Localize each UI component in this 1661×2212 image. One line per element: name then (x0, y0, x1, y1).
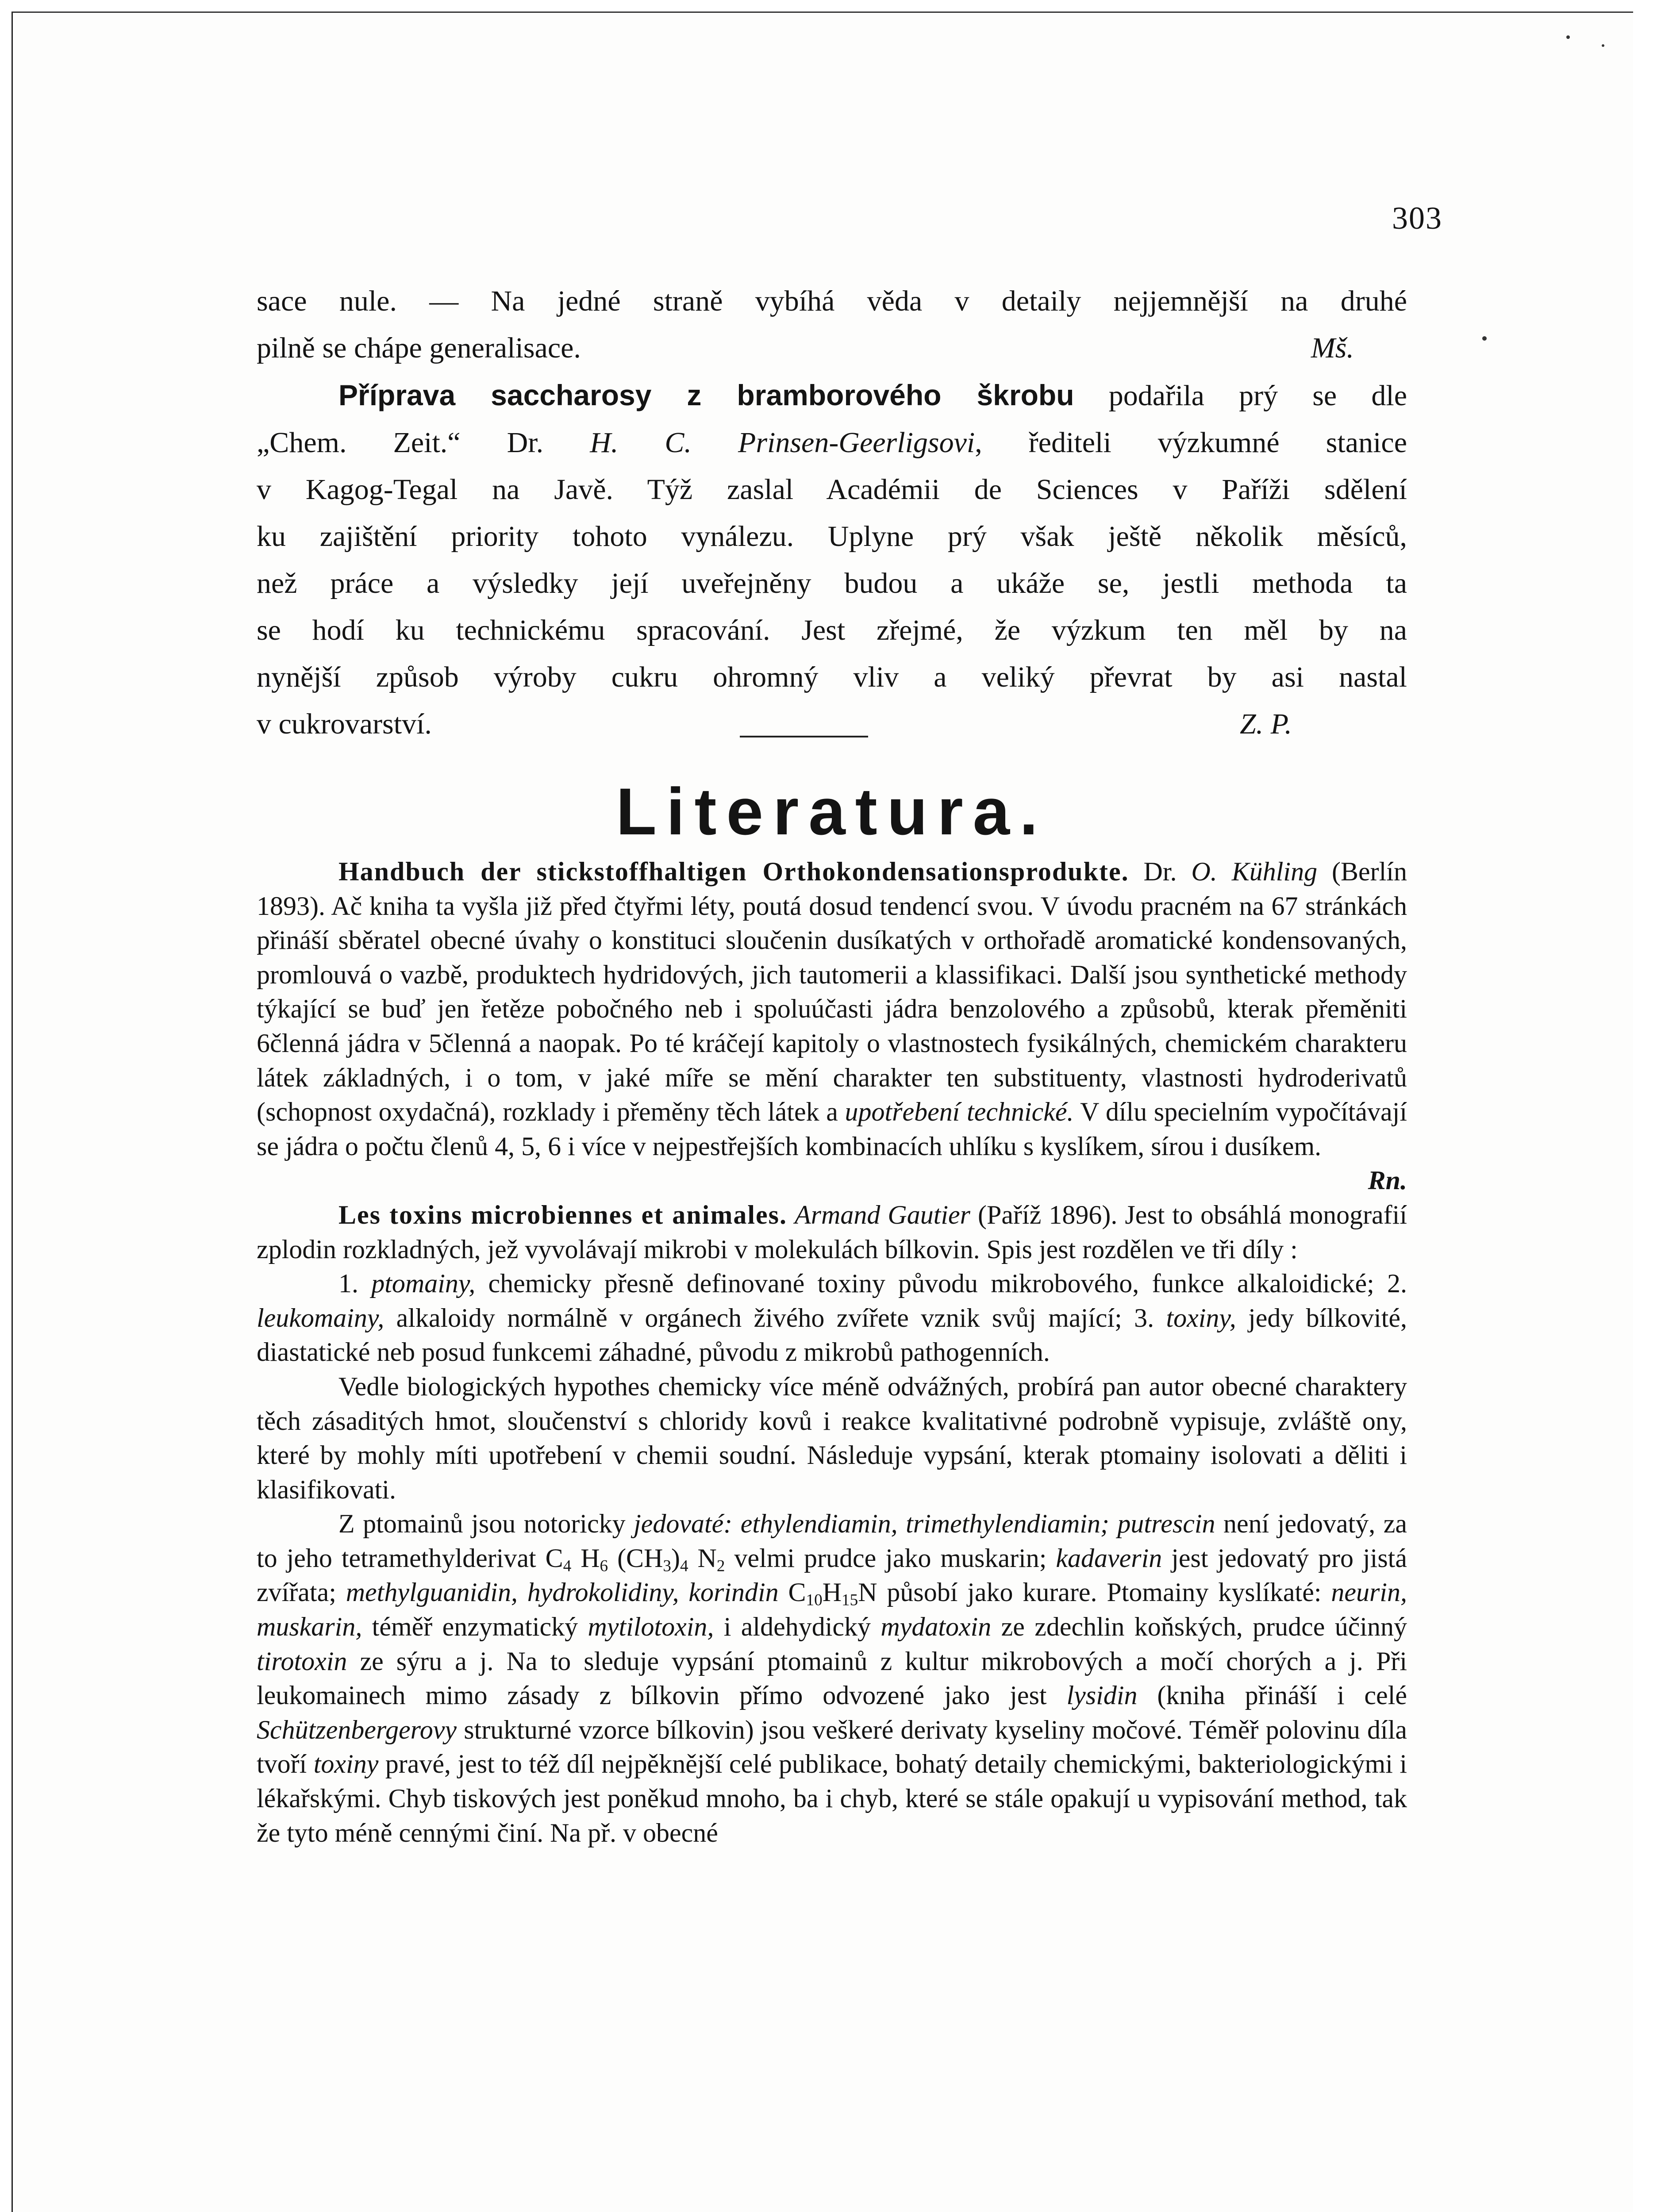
text: téměř enzymatický (362, 1612, 588, 1642)
text: H (822, 1578, 842, 1607)
emphasis: mydatoxin (880, 1612, 992, 1642)
paragraph-line: nynější způsob výroby cukru ohromný vliv a veliký převrat by asi nastal (257, 661, 1407, 693)
paragraph-line: než práce a výsledky její uveřejněny budou a ukáže se, jestli methoda ta (257, 567, 1407, 599)
text: není jedovatý, za to jeho tetramethylderivat C (257, 1509, 1407, 1573)
emphasis: jedovaté: ethylendiamin, trimethylendiamin; putrescin (634, 1509, 1215, 1539)
news-section (257, 278, 1407, 748)
emphasis: ptomainy, (371, 1269, 476, 1298)
subscript: 2 (716, 1557, 725, 1575)
emphasis: tirotoxin (257, 1646, 347, 1676)
signature: Rn. (1368, 1166, 1407, 1195)
text: , řediteli výzkumné stanice (975, 426, 1407, 459)
paragraph (257, 1267, 1407, 1370)
text: alkaloidy normálně v orgánech živého zvířete vznik svůj mající; 3. (384, 1303, 1166, 1333)
emphasis: toxiny (313, 1749, 379, 1779)
text: (Berlín 1893). Ač kniha ta vyšla již před čtyřmi léty, poutá dosud tendencí svou. V úvodu pracném na 67 stránkách přináší sběratel obecné úvahy o konstituci sloučenin dusíkatých v orthořadě aromatické kondensovaných, promlouvá o vazbě, produktech hydridových, jich tautomerii a klassifikaci. Další jsou synthetické methody týkající se buď jen řetěze pobočného neb i spoluúčasti jádra benzolového a způsobů, kterak přeměniti 6členná jádra v 5členná a naopak. Po té kráčejí kapitoly o vlastnostech fysikálných, chemickém charakteru látek základných, i o tom, v jaké míře se mění charakter ten substituenty, vlastnosti hydroderivatů (schopnost oxydačná), rozklady i přeměny těch látek a (257, 857, 1407, 1127)
separator-rule (740, 736, 868, 737)
emphasis: lysidin (1066, 1681, 1138, 1710)
literature-section (257, 855, 1407, 1850)
speck (1566, 35, 1570, 39)
text: V dílu specielním vypočítávají se jádra o počtu členů 4, 5, 6 i více v nejpestřejších kombinacích uhlíku s kyslíkem, sírou i dusíkem. (257, 1097, 1407, 1161)
text: „Chem. Zeit.“ Dr. (257, 426, 590, 459)
text: ze zdechlin koňských, prudce účinný (991, 1612, 1407, 1642)
emphasis: kadaverin (1056, 1543, 1162, 1573)
paragraph-line: ku zajištění priority tohoto vynálezu. Uplyne prý však ještě několik měsíců, (257, 520, 1407, 553)
author: Armand Gautier (795, 1200, 971, 1229)
text-line: sace nule. — Na jedné straně vybíhá věda v detaily nejjemnější na druhé (257, 285, 1407, 317)
subscript: 15 (842, 1591, 858, 1609)
emphasis: leukomainy, (257, 1303, 384, 1333)
article-title: Příprava saccharosy z bramborového škrobu (338, 379, 1074, 411)
text: chemicky přesně definované toxiny původu mikrobového, funkce alkaloidické; 2. (475, 1269, 1407, 1298)
text: (Paříž 1896). Jest to obsáhlá monografií zplodin rozkladných, jež vyvolávají mikrobi v molekulách bílkovin. Spis jest rozdělen ve tři díly : (257, 1200, 1407, 1264)
subscript: 4 (680, 1557, 688, 1575)
text: N (688, 1543, 717, 1573)
text: i aldehydický (714, 1612, 881, 1642)
book-title: Les toxins microbiennes et animales. (338, 1200, 787, 1229)
paragraph-line (257, 701, 1407, 748)
text: ) (671, 1543, 680, 1573)
text: pravé, jest to též díl nejpěknější celé publikace, bohatý detaily chemickými, bakteriologickými i lékařskými. Chyb tiskových jest poněkud mnoho, ba i chyb, které se stále opakují u vypisování method, tak že tyto méně cennými činí. Na př. v obecné (257, 1749, 1407, 1847)
review-paragraph (257, 855, 1407, 1164)
subscript: 6 (600, 1557, 608, 1575)
text: (CH (608, 1543, 663, 1573)
text: 1. (338, 1269, 372, 1298)
text: H (571, 1543, 600, 1573)
section-heading: Literatura. (616, 774, 1048, 849)
text: v cukrovarství. (257, 708, 432, 740)
text: C (778, 1578, 806, 1607)
paragraph-line (257, 372, 1407, 419)
text: strukturné vzorce bílkovin) jsou veškeré derivaty kyseliny močové. Téměř polovinu díla tvoří (257, 1715, 1407, 1779)
text: jedy bílkovité, diastatické neb posud funkcemi záhadné, původu z mikrobů pathogenních. (257, 1303, 1407, 1367)
paragraph: Vedle biologických hypothes chemicky více méně odvážných, probírá pan autor obecné charaktery těch zásaditých hmot, sloučenství s chloridy kovů i reakce kvalitativné podrobně vypisuje, zvláště ony, které by mohly míti upotřebení v chemii soudní. Následuje vypsání, kterak ptomainy isolovati a děliti i klasifikovati. (257, 1371, 1407, 1504)
emphasis: methylguanidin, hydrokolidiny, korindin (346, 1578, 779, 1607)
page-edge (1643, 0, 1661, 2212)
paragraph (257, 1507, 1407, 1850)
emphasis: upotřebení technické. (845, 1097, 1074, 1127)
text: podařila prý se dle (1074, 380, 1407, 412)
emphasis: mytilotoxin, (588, 1612, 714, 1642)
emphasis: Schützenbergerovy (257, 1715, 457, 1744)
text-line (257, 325, 1407, 372)
text: Dr. (1129, 857, 1192, 886)
text: ze sýru a j. Na to sleduje vypsání ptomainů z kultur mikrobových a močí chorých a j. Při leukomainech mimo zásady z bílkovin přímo odvozené jako jest (257, 1646, 1407, 1710)
subscript: 4 (563, 1557, 572, 1575)
subscript: 3 (663, 1557, 671, 1575)
person-name: H. C. Prinsen-Geerligsovi (590, 426, 975, 459)
text: (kniha přináší i celé (1137, 1681, 1407, 1710)
paragraph-line: se hodí ku technickému spracování. Jest zřejmé, že výzkum ten měl by na (257, 614, 1407, 646)
speck (1482, 336, 1487, 341)
speck (1602, 44, 1604, 47)
signature: Z. P. (1239, 708, 1292, 740)
signature: Mš. (1311, 332, 1354, 364)
text: jest jedovatý pro jistá zvířata; (257, 1543, 1407, 1607)
paragraph-line: v Kagog-Tegal na Javě. Týž zaslal Académii de Sciences v Paříži sdělení (257, 473, 1407, 506)
page-number: 303 (1392, 200, 1442, 236)
review-paragraph (257, 1198, 1407, 1267)
text: N působí jako kurare. Ptomainy kyslíkaté: (858, 1578, 1331, 1607)
text: Z ptomainů jsou notoricky (338, 1509, 634, 1539)
emphasis: toxiny, (1166, 1303, 1236, 1333)
book-title: Handbuch der stickstoffhaltigen Orthokondensationsprodukte. (338, 857, 1129, 886)
text: velmi prudce jako muskarin; (725, 1543, 1056, 1573)
emphasis: neurin, muskarin, (257, 1578, 1407, 1642)
text-line: pilně se chápe generalisace. (257, 332, 581, 364)
author: O. Kühling (1191, 857, 1318, 886)
paragraph-line (257, 419, 1407, 466)
subscript: 10 (806, 1591, 823, 1609)
